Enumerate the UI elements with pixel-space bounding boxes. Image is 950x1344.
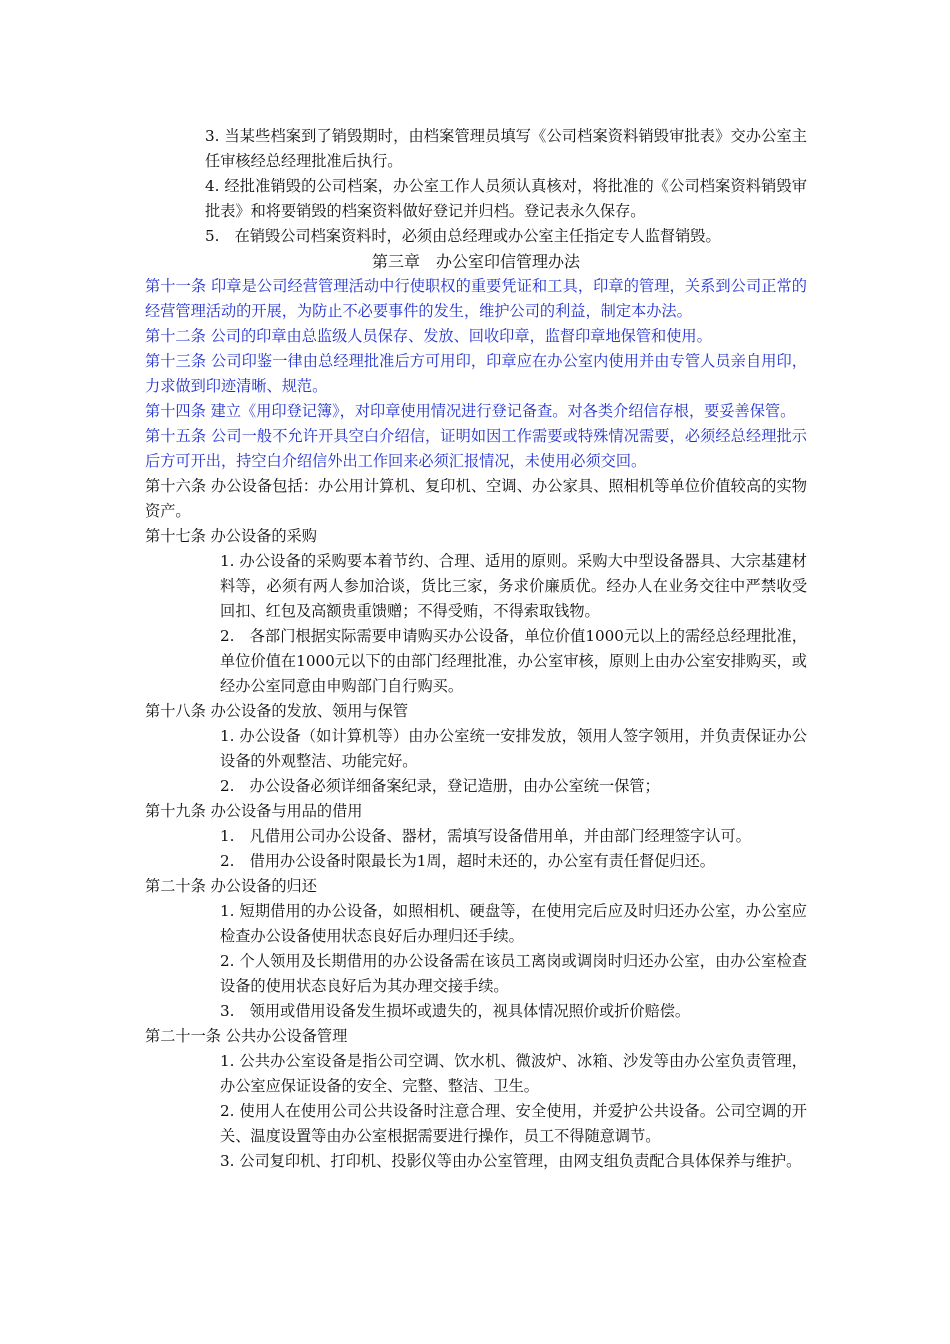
- item-4-archive-verification: 4. 经批准销毁的公司档案，办公室工作人员须认真核对，将批准的《公司档案资料销毁审批表》和将要销毁的档案资料做好登记并归档。登记表永久保存。: [205, 177, 807, 220]
- article-18-title: 第十八条 办公设备的发放、领用与保管: [145, 702, 409, 720]
- article-17-item-2: 2. 各部门根据实际需要申请购买办公设备，单位价值1000元以上的需经总经理批准，单位价值在1000元以下的由部门经理批准，办公室审核，原则上由办公室安排购买，或经办公室同意由申购部门自行购买。: [220, 627, 807, 695]
- item-5-destruction-supervision: 5. 在销毁公司档案资料时，必须由总经理或办公室主任指定专人监督销毁。: [205, 227, 721, 245]
- article-12: 第十二条 公司的印章由总监级人员保存、发放、回收印章，监督印章地保管和使用。: [145, 327, 712, 345]
- article-20-title: 第二十条 办公设备的归还: [145, 877, 317, 895]
- chapter-title: 第三章 办公室印信管理办法: [371, 252, 580, 271]
- article-11: 第十一条 印章是公司经营管理活动中行使职权的重要凭证和工具，印章的管理，关系到公司正常的经营管理活动的开展，为防止不必要事件的发生，维护公司的利益，制定本办法。: [145, 277, 807, 320]
- article-19-title: 第十九条 办公设备与用品的借用: [145, 802, 363, 820]
- article-18-item-2: 2. 办公设备必须详细备案纪录，登记造册，由办公室统一保管；: [220, 777, 660, 795]
- article-19-item-1: 1. 凡借用公司办公设备、器材，需填写设备借用单，并由部门经理签字认可。: [220, 827, 751, 845]
- article-19-item-2: 2. 借用办公设备时限最长为1周，超时未还的，办公室有责任督促归还。: [220, 852, 715, 870]
- article-21-title: 第二十一条 公共办公设备管理: [145, 1027, 348, 1045]
- article-13: 第十三条 公司印鉴一律由总经理批准后方可用印，印章应在办公室内使用并由专管人员亲自用印，力求做到印迹清晰、规范。: [145, 352, 807, 395]
- article-17-item-1: 1. 办公设备的采购要本着节约、合理、适用的原则。采购大中型设备器具、大宗基建材料等，必须有两人参加洽谈，货比三家，务求价廉质优。经办人在业务交往中严禁收受回扣、红包及高额贵重馈赠；不得受贿，不得索取钱物。: [220, 552, 807, 620]
- article-21-item-2: 2. 使用人在使用公司公共设备时注意合理、安全使用，并爱护公共设备。公司空调的开关、温度设置等由办公室根据需要进行操作，员工不得随意调节。: [220, 1102, 807, 1145]
- document-body: [145, 124, 807, 1174]
- article-20-item-2: 2. 个人领用及长期借用的办公设备需在该员工离岗或调岗时归还办公室，由办公室检查设备的使用状态良好后为其办理交接手续。: [220, 952, 807, 995]
- item-3-archive-destruction: 3. 当某些档案到了销毁期时，由档案管理员填写《公司档案资料销毁审批表》交办公室主任审核经总经理批准后执行。: [205, 127, 807, 170]
- article-14: 第十四条 建立《用印登记簿》，对印章使用情况进行登记备查。对各类介绍信存根，要妥善保管。: [145, 402, 796, 420]
- article-18-item-1: 1. 办公设备（如计算机等）由办公室统一安排发放，领用人签字领用，并负责保证办公设备的外观整洁、功能完好。: [220, 727, 807, 770]
- article-21-item-3: 3. 公司复印机、打印机、投影仪等由办公室管理，由网支组负责配合具体保养与维护。: [220, 1152, 802, 1170]
- article-16: 第十六条 办公设备包括：办公用计算机、复印机、空调、办公家具、照相机等单位价值较高的实物资产。: [145, 477, 807, 520]
- article-20-item-3: 3. 领用或借用设备发生损坏或遗失的，视具体情况照价或折价赔偿。: [220, 1002, 691, 1020]
- article-17-title: 第十七条 办公设备的采购: [145, 527, 317, 545]
- article-21-item-1: 1. 公共办公室设备是指公司空调、饮水机、微波炉、冰箱、沙发等由办公室负责管理，办公室应保证设备的安全、完整、整洁、卫生。: [220, 1052, 807, 1095]
- article-15: 第十五条 公司一般不允许开具空白介绍信，证明如因工作需要或特殊情况需要，必须经总经理批示后方可开出，持空白介绍信外出工作回来必须汇报情况，未使用必须交回。: [145, 427, 807, 470]
- article-20-item-1: 1. 短期借用的办公设备，如照相机、硬盘等，在使用完后应及时归还办公室，办公室应检查办公设备使用状态良好后办理归还手续。: [220, 902, 807, 945]
